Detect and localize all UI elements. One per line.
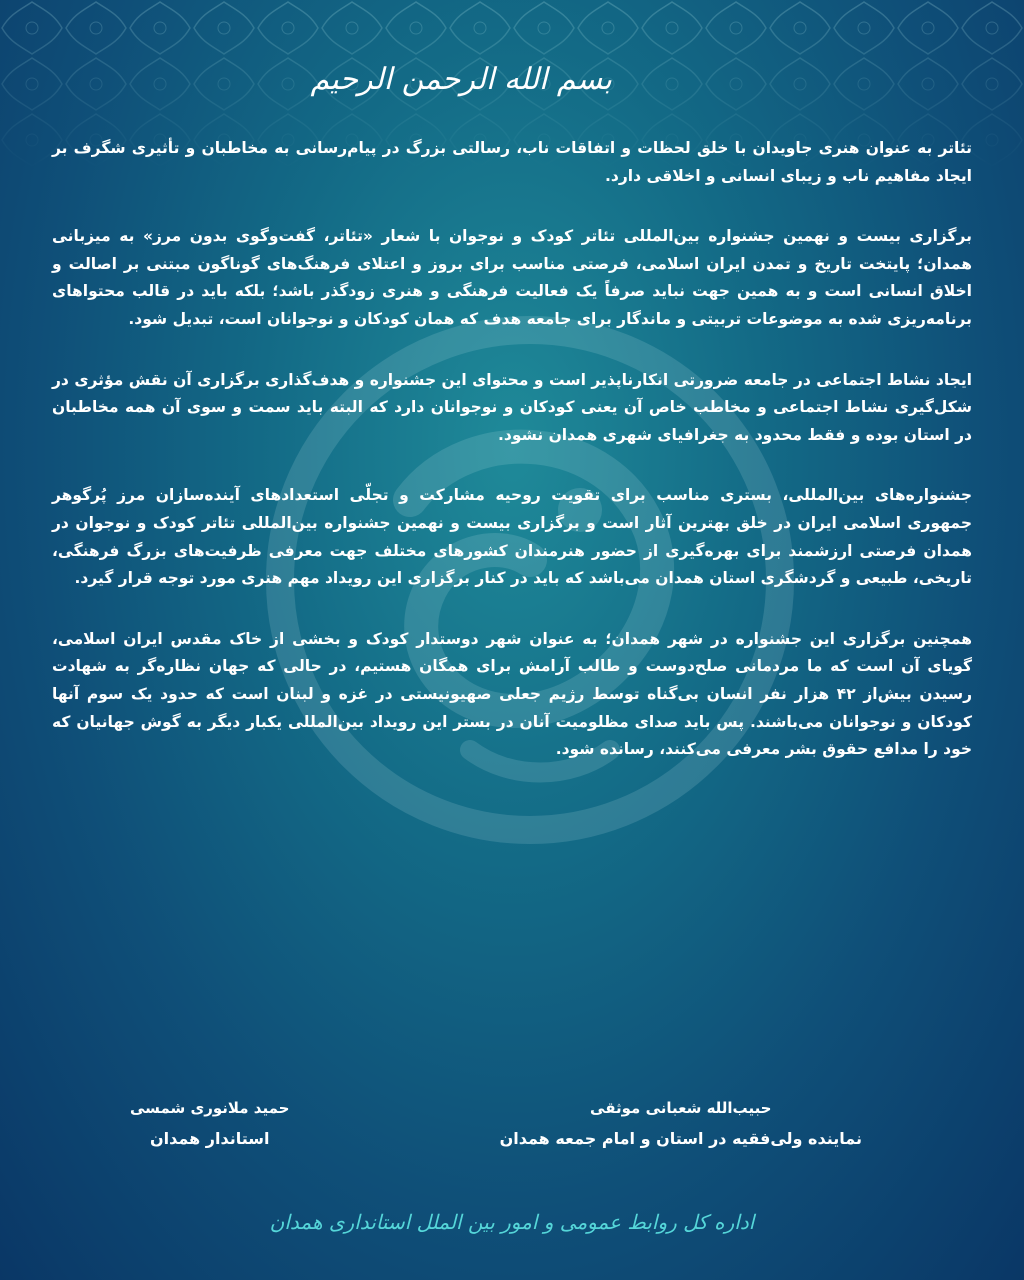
bismillah-text: بسم الله الرحمن الرحیم bbox=[310, 62, 612, 97]
paragraph-5: همچنین برگزاری این جشنواره در شهر همدان؛ به عنوان شهر دوستدار کودک و بخشی از خاک مقدس ایران اسلامی، گویای آن است که ما مردمانی صلح‌دوست و طالب آرامش برای همگان هستیم، در حالی که جهان نظاره‌گر به شهادت رسیدن بیش‌از ۴۲ هزار نفر انسان بی‌گناه توسط رژیم جعلی صهیونیستی در غزه و لبنان است که حدود یک سوم آنها کودکان و نوجوانان می‌باشند. پس باید صدای مظلومیت آنان در بستر این رویداد بین‌المللی یکبار دیگر به گوش جهانیان که خود را مدافع حقوق بشر معرفی می‌کنند، رسانده شود. bbox=[52, 629, 972, 759]
footer-text: اداره کل روابط عمومی و امور بین الملل استانداری همدان bbox=[269, 1210, 755, 1234]
paragraph-2: برگزاری بیست و نهمین جشنواره بین‌المللی تئاتر کودک و نوجوان با شعار «تئاتر، گفت‌وگوی بدون مرز» به میزبانی همدان؛ پایتخت تاریخ و تمدن ایران اسلامی، فرصتی مناسب برای بروز و اعتلای فرهنگ‌های گوناگون مبتنی بر اصالت و اخلاق انسانی است و به همین جهت نباید صرفاً یک فعالیت فرهنگی و هنری زودگذر باشد؛ بلکه باید در قالب محتواهای برنامه‌ریزی شده به موضوعات تربیتی و ماندگار برای جامعه هدف که همان کودکان و نوجوانان است، تبدیل شود. bbox=[52, 227, 972, 328]
signature-right-name: حبیب‌الله شعبانی موثقی bbox=[590, 1099, 772, 1117]
signature-block bbox=[52, 1095, 972, 1165]
paragraph-4: جشنواره‌های بین‌المللی، بستری مناسب برای تقویت روحیه مشارکت و تجلّی استعدادهای آینده‌سازان مرز پُرگوهر جمهوری اسلامی ایران در خلق بهترین آثار است و برگزاری بیست و نهمین جشنواره بین‌المللی تئاتر کودک و نوجوان در همدان فرصتی ارزشمند برای بهره‌گیری از حضور هنرمندان کشورهای مختلف جهت معرفی ظرفیت‌های بزرگ فرهنگی، تاریخی، طبیعی و گردشگری استان همدان می‌باشد که باید در کنار برگزاری این رویداد مهم هنری مورد توجه قرار گیرد. bbox=[52, 486, 972, 588]
statement-body bbox=[52, 135, 972, 797]
signature-friday-prayer-leader bbox=[500, 1095, 862, 1157]
signature-left-name: حمید ملانوری شمسی bbox=[130, 1099, 290, 1117]
paragraph-3: ایجاد نشاط اجتماعی در جامعه ضرورتی انکارناپذیر است و محتوای این جشنواره و هدف‌گذاری برگزاری آن نقش مؤثری در شکل‌گیری نشاط اجتماعی و مخاطب خاص آن یعنی کودکان و نوجوانان دارد که البته باید سمت و سوی آن همه مخاطبان در استان بوده و فقط محدود به جغرافیای شهری همدان نشود. bbox=[52, 370, 972, 444]
paragraph-1: تئاتر به عنوان هنری جاویدان با خلق لحظات و اتفاقات ناب، رسالتی بزرگ در پیام‌رسانی به مخاطبان و تأثیری شگرف بر ایجاد مفاهیم ناب و زیبای انسانی و اخلاقی دارد. bbox=[52, 139, 972, 185]
bismillah-calligraphy bbox=[310, 35, 612, 125]
footer-public-relations bbox=[212, 1196, 812, 1248]
signature-left-title: استاندار همدان bbox=[149, 1129, 270, 1148]
signature-right-title: نماینده ولی‌فقیه در استان و امام جمعه همدان bbox=[499, 1129, 862, 1148]
signature-governor bbox=[130, 1095, 289, 1157]
